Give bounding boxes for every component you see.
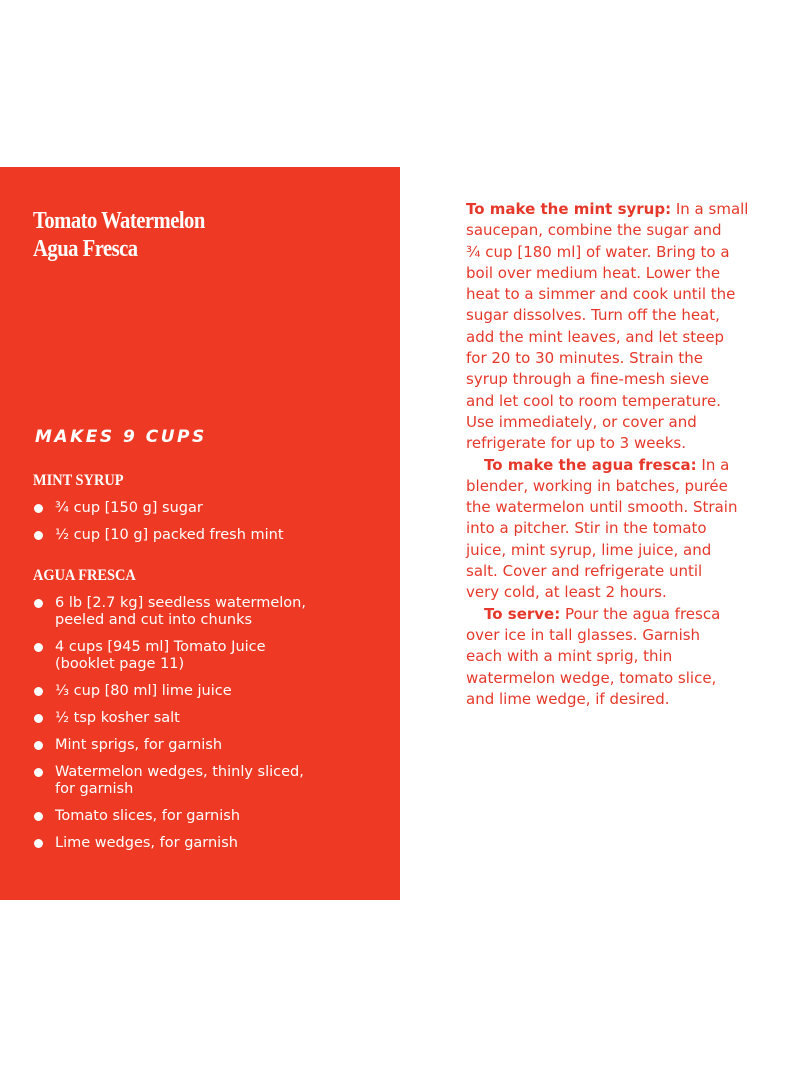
method-line: add the mint leaves, and let steep: [466, 327, 725, 346]
fresca-step-label: To make the agua fresca:: [484, 455, 697, 474]
ingredient-item: [33, 710, 363, 727]
ingredient-text: Tomato slices, for garnish: [55, 808, 241, 824]
recipe-title-line: Agua Fresca: [33, 236, 138, 262]
ingredient-text: ½ tsp kosher salt: [55, 710, 180, 726]
ingredient-item: [33, 683, 363, 700]
method-line: blender, working in batches, purée: [466, 476, 728, 495]
method-line: ¾ cup [180 ml] of water. Bring to a: [466, 242, 730, 261]
ingredient-item: [33, 527, 363, 544]
bullet-icon: [34, 812, 43, 821]
ingredients-panel: [0, 167, 400, 900]
method-line: heat to a simmer and cook until the: [466, 285, 736, 304]
ingredient-text: Mint sprigs, for garnish: [55, 737, 223, 753]
bullet-icon: [34, 714, 43, 723]
ingredient-text: ⅓ cup [80 ml] lime juice: [55, 683, 232, 699]
method-line: syrup through a fine-mesh sieve: [466, 370, 710, 389]
method-line: sugar dissolves. Turn off the heat,: [466, 306, 720, 325]
method-line: the watermelon until smooth. Strain: [466, 498, 738, 517]
method-line: refrigerate for up to 3 weeks.: [466, 434, 686, 453]
bullet-icon: [34, 768, 43, 777]
method-line: saucepan, combine the sugar and: [466, 221, 722, 240]
ingredient-text: Lime wedges, for garnish: [55, 835, 238, 851]
method-text-run: Pour the agua fresca: [560, 604, 721, 623]
method-line: salt. Cover and refrigerate until: [466, 562, 703, 581]
method-line: juice, mint syrup, lime juice, and: [466, 540, 712, 559]
bullet-icon: [34, 531, 43, 540]
method-line: [466, 455, 776, 476]
method-text-run: In a small: [671, 200, 749, 218]
method-line: very cold, at least 2 hours.: [466, 583, 667, 602]
ingredient-item: [33, 737, 363, 754]
ingredient-text: (booklet page 11): [55, 656, 185, 672]
agua-fresca-heading: AGUA FRESCA: [33, 567, 136, 584]
ingredient-text: Watermelon wedges, thinly sliced,: [55, 764, 304, 780]
syrup-step-label: To make the mint syrup:: [466, 200, 672, 218]
ingredient-item: [33, 764, 363, 798]
ingredient-item: [33, 639, 363, 673]
mint-syrup-heading: MINT SYRUP: [33, 472, 124, 489]
method-line: and lime wedge, if desired.: [466, 689, 670, 708]
ingredient-item: [33, 500, 363, 517]
bullet-icon: [34, 839, 43, 848]
method-line: for 20 to 30 minutes. Strain the: [466, 349, 704, 368]
method-text-run: In a: [696, 455, 730, 474]
method-line: [466, 199, 776, 220]
method-line: and let cool to room temperature.: [466, 391, 722, 410]
recipe-title-line: Tomato Watermelon: [33, 208, 205, 234]
method-line: over ice in tall glasses. Garnish: [466, 625, 701, 644]
method-line: Use immediately, or cover and: [466, 412, 697, 431]
agua-fresca-list: [33, 595, 363, 862]
method-line: boil over medium heat. Lower the: [466, 263, 721, 282]
ingredient-text: 6 lb [2.7 kg] seedless watermelon,: [55, 595, 306, 611]
ingredient-text: ½ cup [10 g] packed fresh mint: [55, 527, 284, 543]
ingredient-item: [33, 808, 363, 825]
ingredient-text: peeled and cut into chunks: [55, 612, 253, 628]
bullet-icon: [34, 687, 43, 696]
bullet-icon: [34, 741, 43, 750]
ingredient-text: 4 cups [945 ml] Tomato Juice: [55, 639, 266, 655]
method-line: each with a mint sprig, thin: [466, 647, 673, 666]
mint-syrup-list: [33, 500, 363, 554]
bullet-icon: [34, 643, 43, 652]
method-line: watermelon wedge, tomato slice,: [466, 668, 717, 687]
ingredient-item: [33, 835, 363, 852]
method-text: [466, 199, 776, 710]
bullet-icon: [34, 599, 43, 608]
method-line: into a pitcher. Stir in the tomato: [466, 519, 707, 538]
ingredient-text: ¾ cup [150 g] sugar: [55, 500, 203, 516]
bullet-icon: [34, 504, 43, 513]
ingredient-item: [33, 595, 363, 629]
recipe-yield: MAKES 9 CUPS: [35, 427, 207, 447]
ingredient-text: for garnish: [55, 781, 134, 797]
serve-step-label: To serve:: [484, 604, 561, 623]
method-line: [466, 604, 776, 625]
recipe-title: [33, 207, 291, 263]
